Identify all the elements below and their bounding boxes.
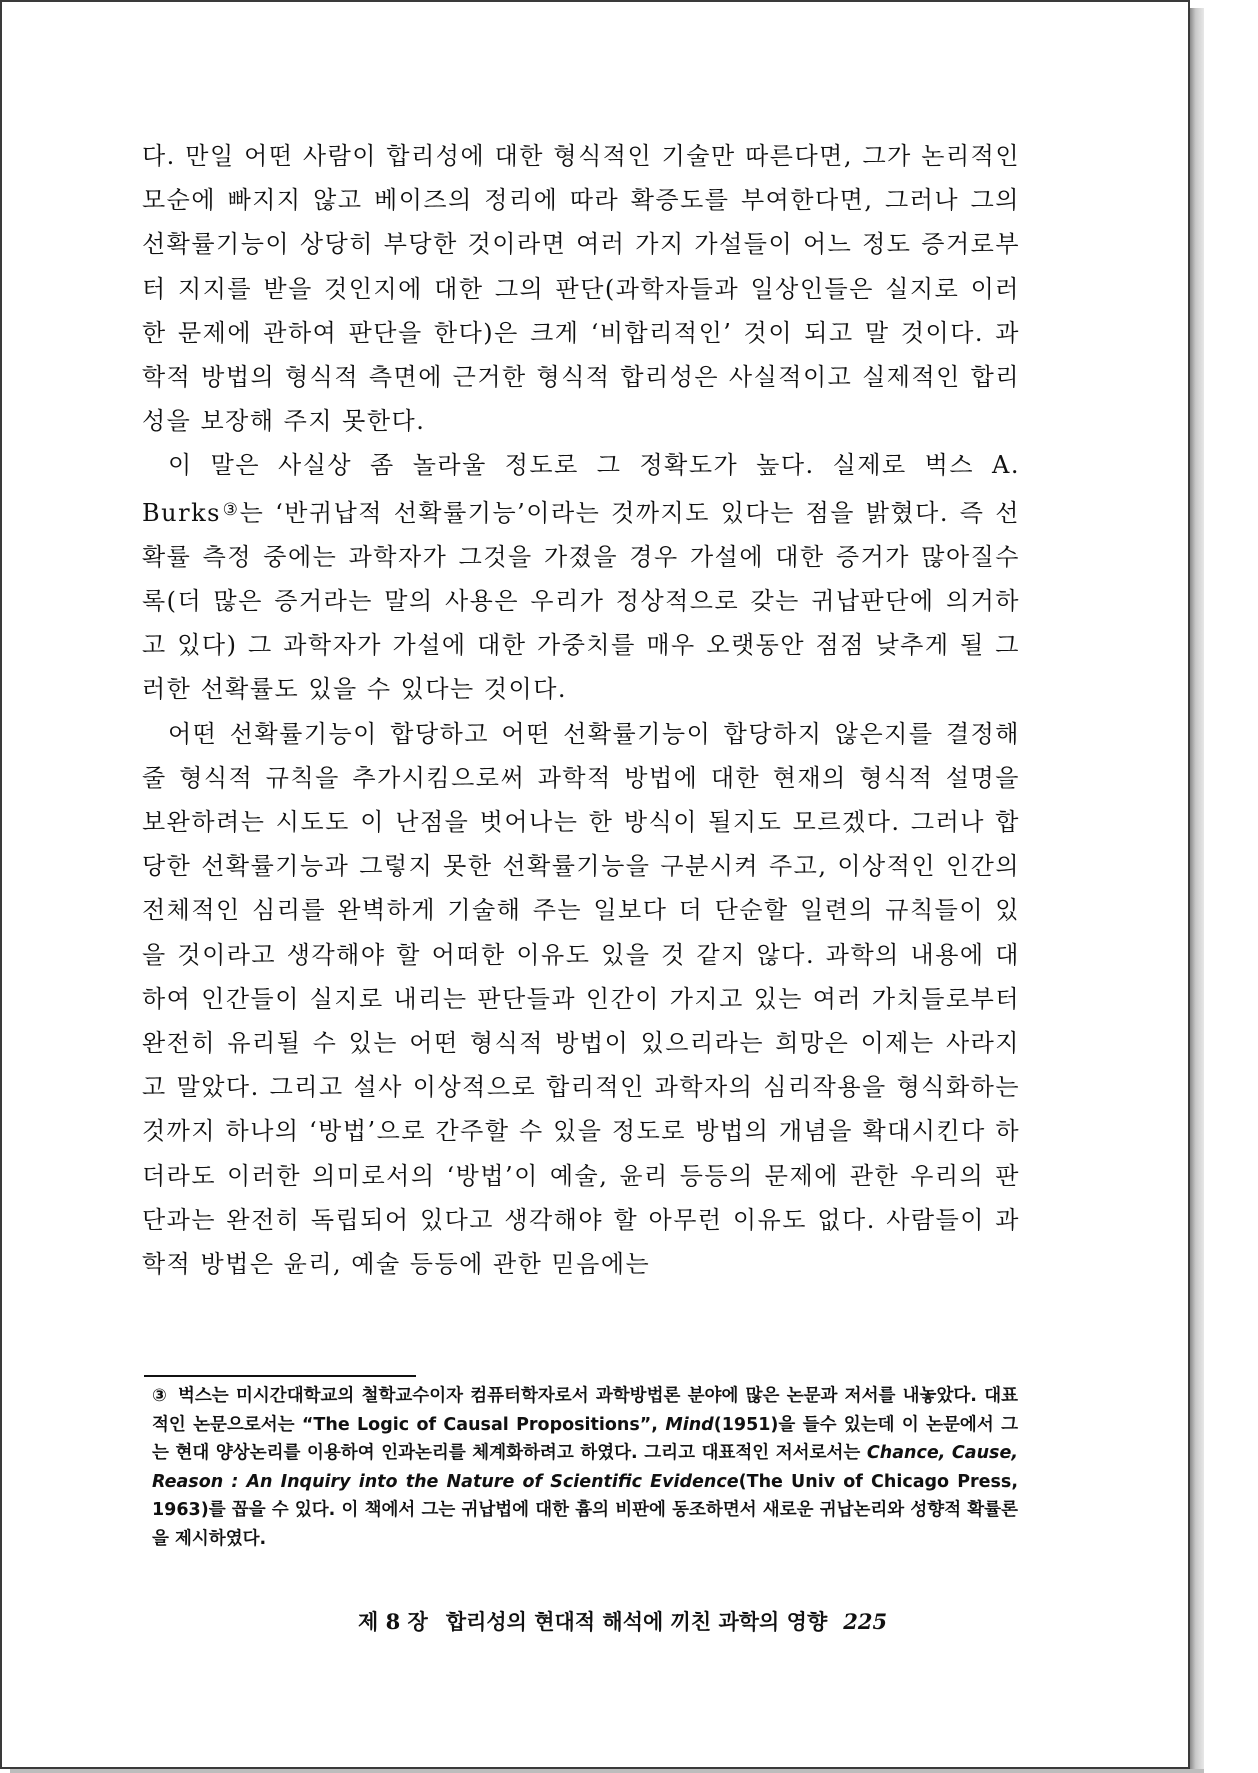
running-footer <box>358 1606 998 1636</box>
paragraph-2 <box>142 443 1020 711</box>
footnote-book-title: Chance, Cause, Reason : An Inquiry into the Nature of Scientific Evidence <box>152 1443 1018 1492</box>
paragraph-1: 다. 만일 어떤 사람이 합리성에 대한 형식적인 기술만 따른다면, 그가 논리적인 모순에 빠지지 않고 베이즈의 정리에 따라 확증도를 부여한다면, 그러나 그의 선확률기능이 상당히 부당한 것이라면 여러 가지 가설들이 어느 정도 증거로부터 지지를 받을 것인지에 대한 그의 판단(과학자들과 일상인들은 실지로 이러한 문제에 관하여 판단을 한다)은 크게 ‘비합리적인’ 것이 되고 말 것이다. 과학적 방법의 형식적 측면에 근거한 형식적 합리성은 사실적이고 실제적인 합리성을 보장해 주지 못한다. <box>142 142 1020 436</box>
page-bottom-shadow <box>10 1769 1204 1773</box>
footer-chapter-title: 합리성의 현대적 해석에 끼친 과학의 영향 <box>445 1609 828 1634</box>
paragraph-2-text-before: 이 말은 사실상 좀 놀라울 정도로 그 정확도가 높다. 실제로 벅스 A. Burks <box>142 451 1020 527</box>
footnote-divider <box>144 1375 416 1377</box>
footnote-reference-mark: ③ <box>220 499 240 520</box>
page-number: 225 <box>843 1609 888 1634</box>
footnote-text-3: (The Univ of Chicago Press, 1963)를 꼽을 수 있다. 이 책에서 그는 귀납법에 대한 흄의 비판에 동조하면서 새로운 귀납논리와 성향적 확률론을 제시하였다. <box>152 1471 1019 1549</box>
footnote-journal-title: Mind <box>665 1414 714 1435</box>
paragraph-2-text-after: 는 ‘반귀납적 선확률기능’이라는 것까지도 있다는 점을 밝혔다. 즉 선확률 측정 중에는 과학자가 그것을 가졌을 경우 가설에 대한 증거가 많아질수록(더 많은 증거라는 말의 사용은 우리가 정상적으로 갖는 귀납판단에 의거하고 있다) 그 과학자가 가설에 대한 가중치를 매우 오랫동안 점점 낮추게 될 그러한 선확률도 있을 수 있다는 것이다. <box>142 498 1020 704</box>
footer-chapter: 제 8 장 <box>358 1609 428 1634</box>
paragraph-3: 어떤 선확률기능이 합당하고 어떤 선확률기능이 합당하지 않은지를 결정해 줄 형식적 규칙을 추가시킴으로써 과학적 방법에 대한 현재의 형식적 설명을 보완하려는 시도도 이 난점을 벗어나는 한 방식이 될지도 모르겠다. 그러나 합당한 선확률기능과 그렇지 못한 선확률기능을 구분시켜 주고, 이상적인 인간의 전체적인 심리를 완벽하게 기술해 주는 일보다 더 단순할 일련의 규칙들이 있을 것이라고 생각해야 할 어떠한 이유도 있을 것 같지 않다. 과학의 내용에 대하여 인간들이 실지로 내리는 판단들과 인간이 가지고 있는 여러 가치들로부터 완전히 유리될 수 있는 어떤 형식적 방법이 있으리라는 희망은 이제는 사라지고 말았다. 그리고 설사 이상적으로 합리적인 과학자의 심리작용을 형식화하는 것까지 하나의 ‘방법’으로 간주할 수 있을 정도로 방법의 개념을 확대시킨다 하더라도 이러한 의미로서의 ‘방법’이 예술, 윤리 등등의 문제에 관한 우리의 판단과는 완전히 독립되어 있다고 생각해야 할 아무런 이유도 없다. 사람들이 과학적 방법은 윤리, 예술 등등에 관한 믿음에는 <box>142 719 1020 1279</box>
footnote-text-2: (1951)을 들수 있는데 이 논문에서 그는 현대 양상논리를 이용하여 인과논리를 체계화하려고 하였다. 그리고 대표적인 저서로서는 <box>152 1414 1018 1464</box>
page-edge-shadow <box>1190 8 1204 1771</box>
footnote-mark: ③ <box>152 1386 167 1406</box>
footnote-text-1: 벅스는 미시간대학교의 철학교수이자 컴퓨터학자로서 과학방법론 분야에 많은 논문과 저서를 내놓았다. 대표적인 논문으로서는 “The Logic of Causal Propositions”, <box>152 1386 1018 1435</box>
body-text <box>142 134 1020 1286</box>
footnote <box>152 1382 1018 1554</box>
